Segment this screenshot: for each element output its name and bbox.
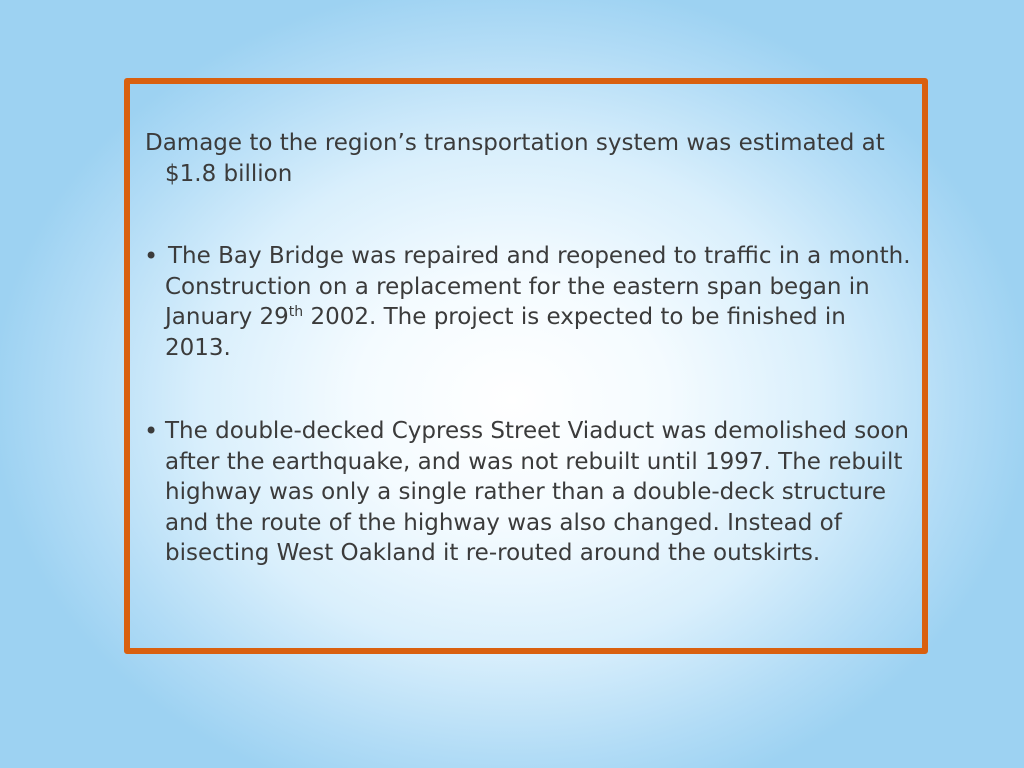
paragraph-damage-text: Damage to the region’s transportation system was estimated at $1.8 billion [145,130,885,187]
ordinal-superscript: th [288,304,304,320]
slide-body [145,128,915,569]
bullet-icon: • [144,242,159,270]
bay-bridge-text-part1: The Bay Bridge was repaired and reopened to traffic in a month. Construction on a replacement for the eastern span began in January 29 [165,243,911,330]
bullet-icon: • [144,417,159,445]
bullet-item-bay-bridge-text [165,241,915,363]
paragraph-damage [145,128,915,189]
bullet-item-cypress-viaduct-text: The double-decked Cypress Street Viaduct was demolished soon after the earthquake, and was not rebuilt until 1997. The rebuilt highway was only a single rather than a double-deck structure and the route of the highway was also changed. Instead of bisecting West Oakland it re-routed around the outskirts. [165,418,909,566]
bay-bridge-text-part2: 2002. The project is expected to be finished in 2013. [165,304,846,361]
bullet-item-cypress-viaduct [145,416,915,569]
bullet-item-bay-bridge [145,241,915,363]
